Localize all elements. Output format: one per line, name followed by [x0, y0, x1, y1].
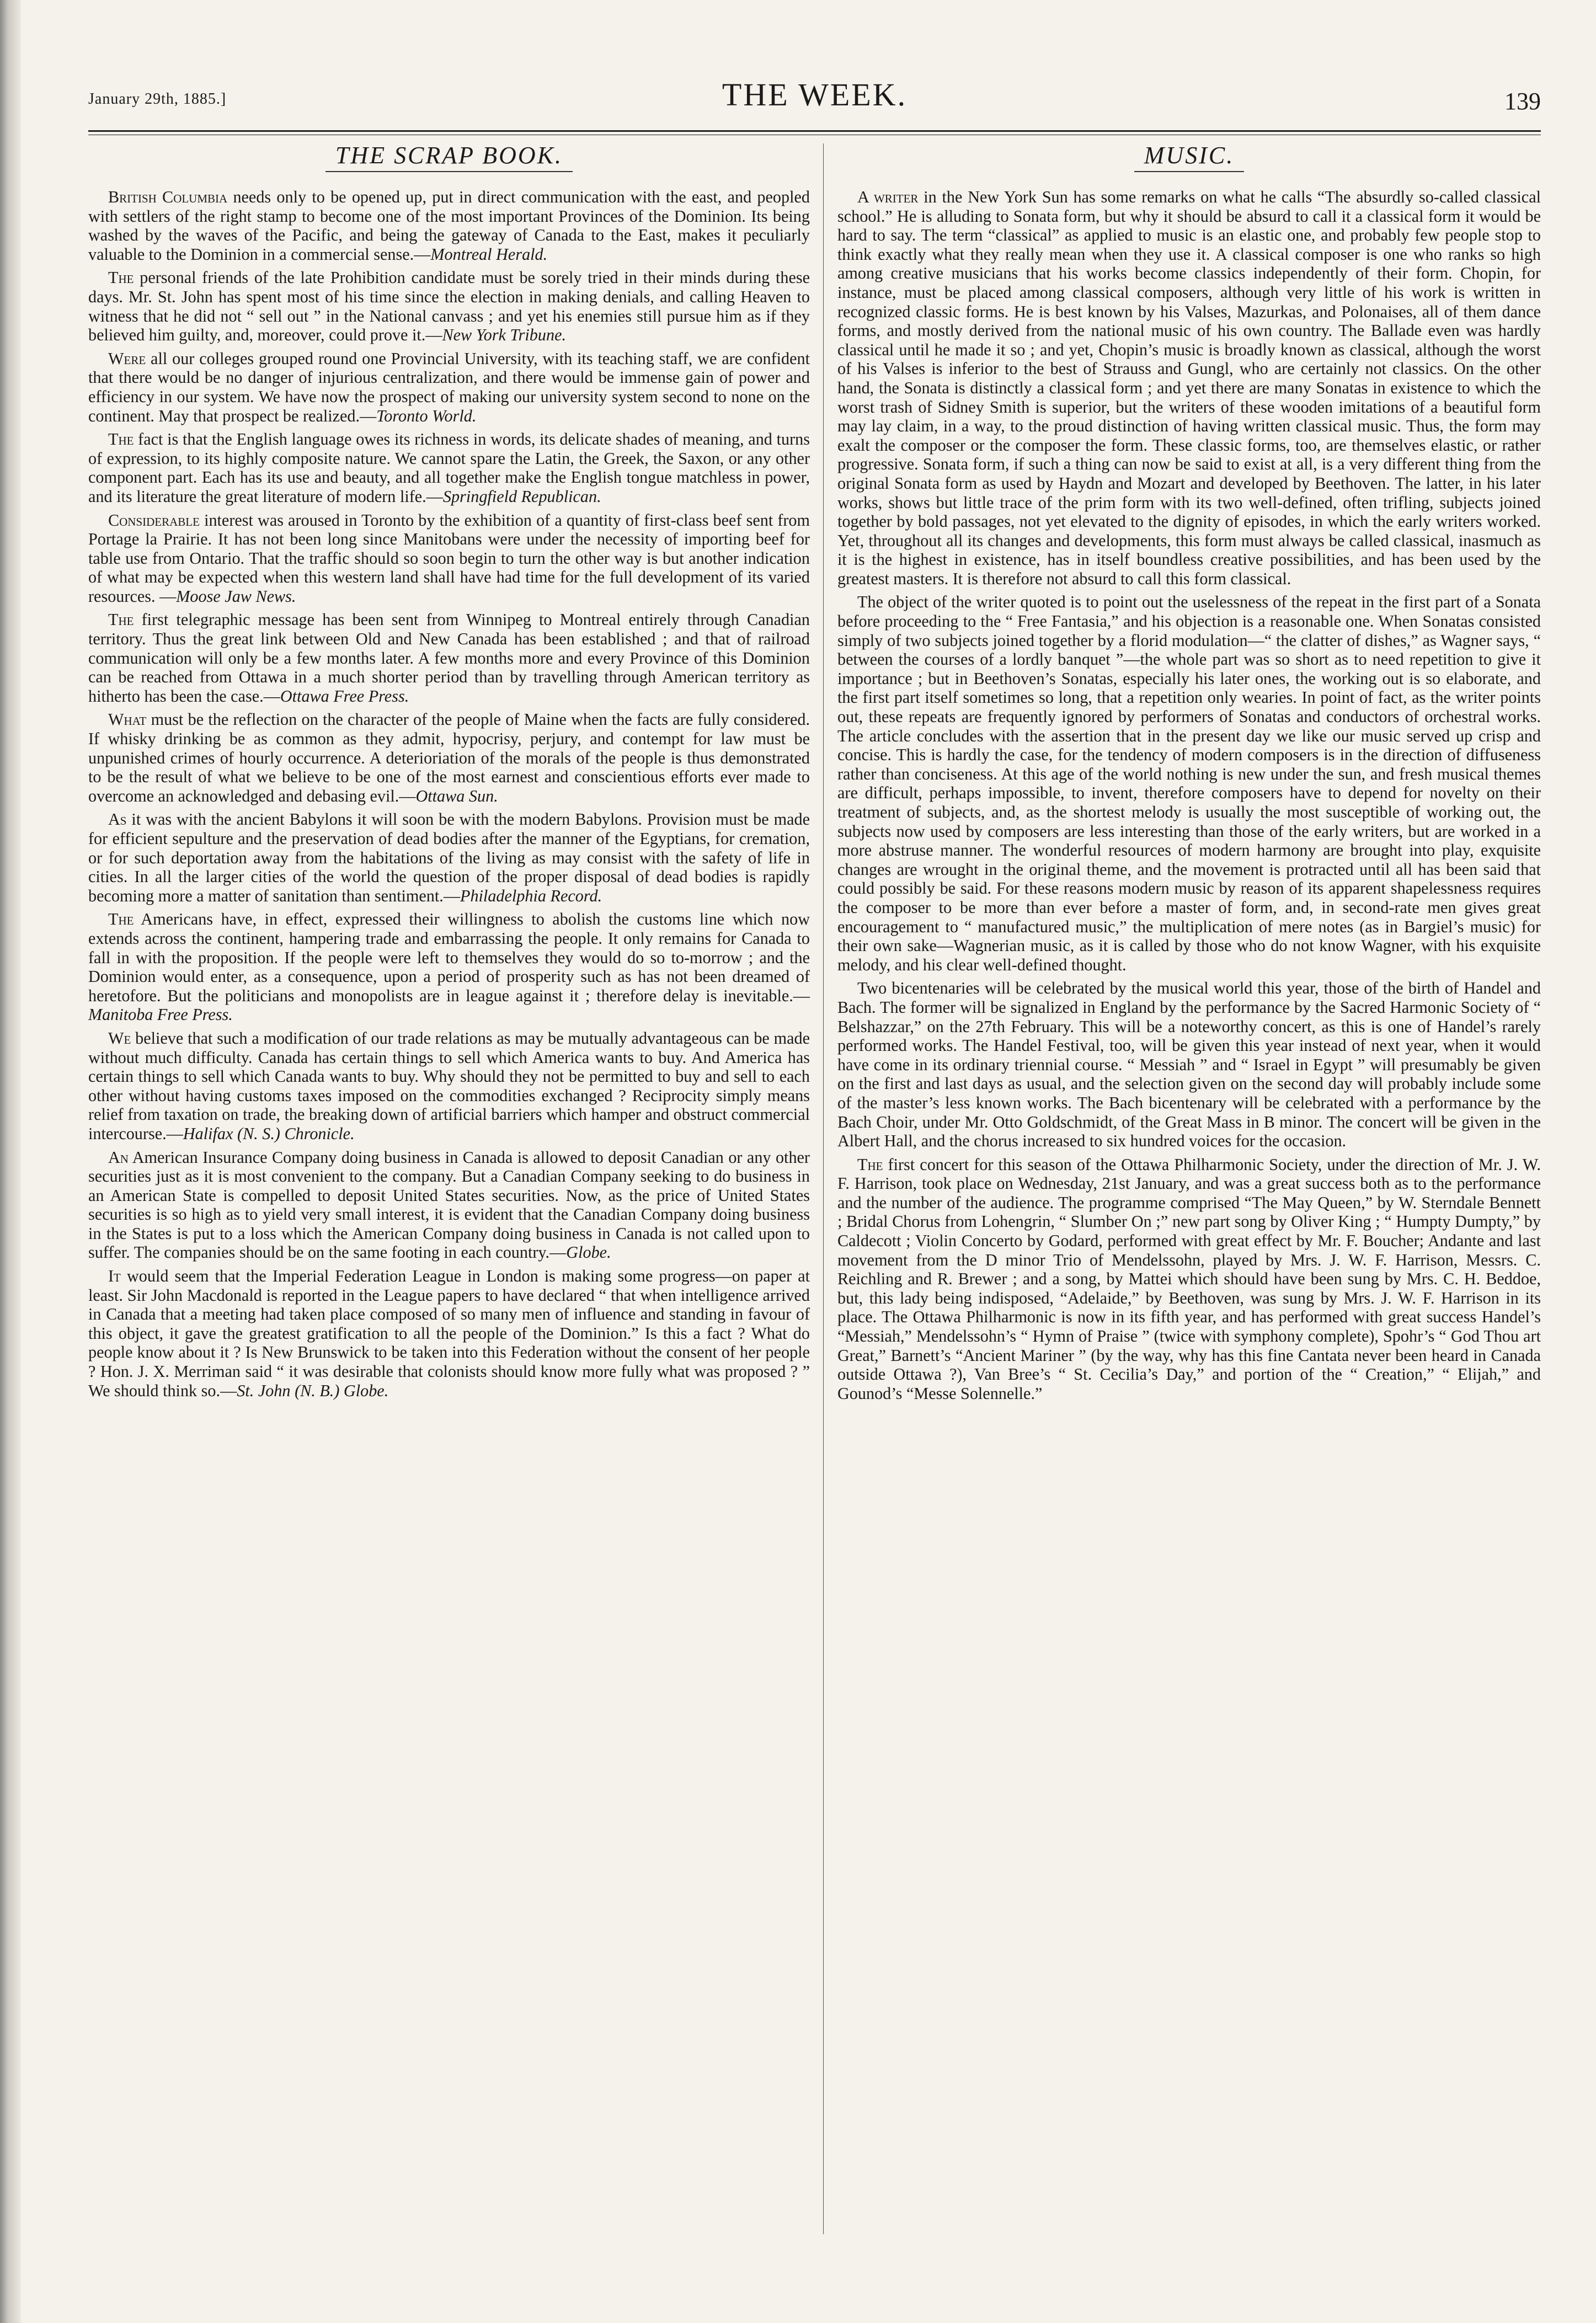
article-paragraph — [88, 511, 810, 606]
paragraph-lead-words: It — [108, 1267, 121, 1286]
article-paragraph — [88, 810, 810, 905]
issue-date: January 29th, 1885.] — [88, 90, 227, 108]
paragraph-lead-words: British Columbia — [108, 188, 228, 206]
article-paragraph — [837, 979, 1541, 1150]
article-paragraph — [837, 1155, 1541, 1403]
article-paragraph — [837, 188, 1541, 588]
page-number: 139 — [1504, 88, 1541, 115]
article-paragraph — [88, 188, 810, 264]
paragraph-body: first concert for this season of the Ottawa Philharmonic Society, under the direction of Mr. J. W. F. Harrison, took place on Wednesday, 21st January, and was a great success both as to the performance and the number of the audience. The programme comprised “The May Queen,” by W. Sterndale Bennett ; Bridal Chorus from Lohengrin, “ Slumber On ;” new part song by Oliver King ; “ Humpty Dumpty,” by Caldecott ; Violin Concerto by Godard, performed with great effect by Mr. F. Boucher; Andante and last movement from the D minor Trio of Mendelssohn, played by Mrs. J. W. F. Harrison, Messrs. C. Reichling and R. Brewer ; and a song, by Mattei which should have been sung by Mrs. C. H. Beddoe, but, this lady being indisposed, “Adelaide,” by Beethoven, was sung by Mrs. J. W. F. Harrison in its place. The Ottawa Philharmonic is now in its fifth year, and has performed with great success Handel’s “Messiah,” Mendelssohn’s “ Hymn of Praise ” (twice with symphony complete), Spohr’s “ God Thou art Great,” Barnett’s “Ancient Mariner ” (by the way, why has this fine Cantata never been heard in Canada outside Ottawa ?), Van Bree’s “ St. Cecilia’s Day,” and portion of the “ Creation,” “ Elijah,” and Gounod’s “Messe Solennelle.” — [837, 1155, 1541, 1403]
paragraph-lead-words: The — [857, 1155, 883, 1174]
column-scrap-book — [88, 138, 810, 1405]
article-paragraph — [88, 430, 810, 506]
paragraph-source: Halifax (N. S.) Chronicle. — [183, 1124, 355, 1143]
paragraph-body: American Insurance Company doing business in Canada is allowed to deposit Canadian or any other securities just as it is most convenient to the company. But a Canadian Company seeking to do business in an American State is compelled to deposit United States securities. Now, as the price of United States securities is so high as to yield very small interest, it is evident that the Canadian Company doing business in the States is put to a loss which the American Company doing business in Canada is not called upon to suffer. The companies should be on the same footing in each country.— — [88, 1147, 810, 1262]
paragraph-body: fact is that the English language owes its richness in words, its delicate shades of meaning, and turns of expression, to its highly composite nature. We cannot spare the Latin, the Greek, the Saxon, or any other component part. Each has its use and beauty, and all together make the English tongue matchless in power, and its literature the great literature of modern life.— — [88, 430, 810, 506]
paragraph-body: Two bicentenaries will be celebrated by the musical world this year, those of the birth of Handel and Bach. The former will be signalized in England by the performance by the Sacred Harmonic Society of “ Belshazzar,” on the 27th February. This will be a noteworthy concert, as this is one of Handel’s rarely performed works. The Handel Festival, too, will be given this year instead of next year, when it would have come in its ordinary triennial course. “ Messiah ” and “ Israel in Egypt ” will presumably be given on the first and last days as usual, and the selection given on the second day will probably include some of the master’s less known works. The Bach bicentenary will be celebrated with a performance by the Bach Choir, under Mr. Otto Goldschmidt, of the Great Mass in B minor. The concert will be given in the Albert Hall, and the chorus increased to six hundred voices for the occasion. — [837, 979, 1541, 1151]
music-items — [837, 188, 1541, 1403]
header-rule-thick — [88, 130, 1541, 132]
book-spine-shadow — [0, 0, 21, 2323]
article-paragraph — [88, 910, 810, 1024]
paragraph-source: Moose Jaw News. — [176, 586, 296, 606]
paragraph-source: Manitoba Free Press. — [88, 1005, 233, 1024]
paragraph-lead-words: What — [108, 710, 147, 729]
section-title-music — [837, 141, 1541, 172]
paragraph-source: Springfield Republican. — [442, 487, 601, 506]
paragraph-body: would seem that the Imperial Federation League in London is making some progress—on paper at least. Sir John Macdonald is reported in the League papers to have declared “ that when intelligence arrived in Canada that a meeting had taken place composed of so many men of influence and standing in favour of this object, it gave the greatest gratification to all the people of the Dominion.” Is this a fact ? What do people know about it ? Is New Brunswick to be taken into this Federation without the consent of her people ? Hon. J. X. Merriman said “ it was desirable that colonists should know more fully what was proposed ? ” We should think so.— — [88, 1267, 810, 1400]
article-paragraph — [88, 1267, 810, 1400]
paragraph-lead-words: Were — [108, 349, 146, 368]
section-title-text: MUSIC. — [1134, 141, 1244, 172]
paragraph-body: must be the reflection on the character of the people of Maine when the facts are fully considered. If whisky drinking be as common as they admit, hypocrisy, perjury, and contempt for law must be unpunished crimes of hourly occurrence. A deterioriation of the morals of the people is thus demonstrated to be the result of what we believe to be one of the most earnest and conscientious efforts ever made to overcome an acknowledged and debasing evil.— — [88, 710, 810, 805]
article-paragraph — [88, 610, 810, 706]
paragraph-source: St. John (N. B.) Globe. — [237, 1381, 389, 1400]
paragraph-lead-words: A writer — [857, 188, 919, 206]
paragraph-body: The object of the writer quoted is to point out the uselessness of the repeat in the first part of a Sonata before proceeding to the “ Free Fantasia,” and his objection is a reasonable one. When Sonatas consisted simply of two subjects joined together by a florid modulation—“ the clatter of dishes,” as Wagner says, “ between the courses of a lordly banquet ”—the whole part was so short as to need repetition to give it importance ; but in Beethoven’s Sonatas, especially his later ones, the working out is so elaborate, and the first part itself sometimes so long, that a repetition only wearies. In point of fact, as the writer points out, these repeats are frequently ignored by performers of Sonatas and conductors of orchestral works. The article concludes with the assertion that in the present day we like our music served up crisp and concise. This is hardly the case, for the tendency of modern composers is in the direction of diffuseness rather than conciseness. At this age of the world nothing is new under the sun, and fresh musical themes are difficult, perhaps impossible, to invent, therefore composers have to depend for novelty on their treatment of subjects, and, as the shortest melody is usually the most susceptible of working out, the subjects now used by composers are less interesting than those of the early writers, but are worked in a more abstruse manner. The wonderful resources of modern harmony are brought into play, exquisite changes are wrought in the original theme, and the movement is protracted until all has been said that could possibly be said. For these reasons modern music by reason of its apparent shapelessness requires the composer to be more than ever before a master of form, and, in second-rate men gives great encouragement to “ manufactured music,” the multiplication of mere notes (as in Bargiel’s music) for their own sake—Wagnerian music, as it is called by those who do not know Wagner, with his exquisite melody, and his clear well-defined thought. — [837, 592, 1541, 974]
paragraph-lead-words: The — [108, 268, 134, 287]
paragraph-body: all our colleges grouped round one Provincial University, with its teaching staff, we are confident that there would be no danger of injurious centralization, and there would be immense gain of power and efficiency in our system. We have now the prospect of making our university system second to none on the continent. May that prospect be realized.— — [88, 349, 810, 425]
paragraph-body: Americans have, in effect, expressed their willingness to abolish the customs line which now extends across the continent, hampering trade and embarrassing the people. It only remains for Canada to fall in with the proposition. If the people were left to themselves they would do so to-morrow ; and the Dominion would enter, as a consequence, upon a period of prosperity such as has not been dreamed of heretofore. But the politicians and monopolists are in league against it ; therefore delay is inevitable.— — [88, 910, 810, 1005]
paragraph-body: it was with the ancient Babylons it will soon be with the modern Babylons. Provision must be made for efficient sepulture and the preservation of dead bodies after the manner of the Egyptians, for cremation, or for such deportation away from the habitations of the living as may consist with the safety of life in cities. In all the larger cities of the world the question of the proper disposal of dead bodies is rapidly becoming more a matter of sanitation than sentiment.— — [88, 810, 810, 905]
paragraph-source: Philadelphia Record. — [460, 886, 602, 905]
paragraph-body: needs only to be opened up, put in direct communication with the east, and peopled with settlers of the right stamp to become one of the most important Provinces of the Dominion. Its being washed by the waves of the Pacific, and being the gateway of Canada to the East, makes it peculiarly valuable to the Dominion in a commercial sense.— — [88, 188, 810, 264]
paragraph-source: Toronto World. — [376, 406, 477, 425]
paragraph-source: Globe. — [566, 1243, 611, 1262]
section-title-scrap-book — [88, 141, 810, 172]
paragraph-body: interest was aroused in Toronto by the exhibition of a quantity of first-class beef sent from Portage la Prairie. It has not been long since Manitobans were under the necessity of importing beef for table use from Ontario. That the traffic should so soon begin to turn the other way is but another indication of what may be expected when this western land shall have had time for the full development of its varied resources. — — [88, 510, 810, 606]
paragraph-source: Montreal Herald. — [430, 244, 548, 264]
article-paragraph — [88, 1148, 810, 1263]
paragraph-source: Ottawa Sun. — [415, 786, 498, 805]
article-paragraph — [88, 710, 810, 805]
masthead-title: THE WEEK. — [722, 77, 908, 113]
paragraph-lead-words: An — [108, 1147, 129, 1167]
article-paragraph — [837, 592, 1541, 974]
column-music — [837, 138, 1541, 1407]
paragraph-lead-words: The — [108, 430, 134, 449]
scrap-book-items — [88, 188, 810, 1400]
paragraph-lead-words: The — [108, 610, 134, 629]
paragraph-lead-words: The — [108, 910, 134, 929]
article-paragraph — [88, 349, 810, 425]
paragraph-body: first telegraphic message has been sent from Winnipeg to Montreal entirely through Canadian territory. Thus the great link between Old and New Canada has been established ; and that of railroad communication will only be a few months later. A few months more and every Province of this Dominion can be reached from Ottawa in a much shorter period than by travelling through American territory as hitherto has been the case.— — [88, 610, 810, 706]
paragraph-body: personal friends of the late Prohibition candidate must be sorely tried in their minds during these days. Mr. St. John has spent most of his time since the election in making denials, and calling Heaven to witness that he did not “ sell out ” in the National canvass ; and yet his enemies still pursue him as if they believed him guilty, and, moreover, could prove it.— — [88, 268, 810, 345]
paragraph-source: New York Tribune. — [442, 325, 567, 345]
paragraph-source: Ottawa Free Press. — [280, 686, 409, 706]
paragraph-lead-words: We — [108, 1028, 131, 1048]
paragraph-lead-words: As — [108, 810, 127, 829]
page-header — [88, 72, 1541, 132]
article-paragraph — [88, 268, 810, 344]
column-divider — [823, 143, 824, 2234]
article-paragraph — [88, 1029, 810, 1144]
section-title-text: THE SCRAP BOOK. — [325, 141, 573, 172]
paragraph-body: in the New York Sun has some remarks on what he calls “The absurdly so-called classical school.” He is alluding to Sonata form, but why it should be absurd to call it a classical form it would be hard to say. The term “classical” as applied to music is an elastic one, and probably few people stop to think exactly what they really mean when they use it. A classical composer is one who ranks so high among creative musicians that his works become classics independently of their form. Chopin, for instance, must be placed among classical composers, although very little of his work is written in recognized classic forms. He is best known by his Valses, Mazurkas, and Polonaises, all of them dance forms, and mostly derived from the national music of his own country. The Ballade even was hardly classical until he made it so ; and yet, Chopin’s music is broadly known as classical, although the worst of his Valses is inferior to the best of Strauss and Gungl, who are certainly not classics. On the other hand, the Sonata is distinctly a classical form ; and yet there are many Sonatas in existence to which the worst trash of Sidney Smith is superior, but the writers of these wooden imitations of a beautiful form may lay claim, in a way, to the proud distinction of having written classical music. Thus, the form may exalt the composer or the composer the form. These classic forms, too, are themselves elastic, or rather progressive. Sonata form, if such a thing can now be said to exist at all, is a very different thing from the original Sonata form as used by Haydn and Mozart and developed by Beethoven. The latter, in his later works, shows but little trace of the prim form with its two well-defined, often trifling, subjects joined together by bold passages, not yet elevated to the dignity of episodes, in which the early writers worked. Yet, throughout all its changes and developments, this form must always be called classical, inasmuch as it is the highest in existence, has in itself boundless creative possibilities, and has been used by the greatest masters. It is therefore not absurd to call this form classical. — [837, 188, 1541, 588]
paragraph-lead-words: Considerable — [108, 510, 200, 530]
paragraph-body: believe that such a modification of our trade relations as may be mutually advantageous can be made without much difficulty. Canada has certain things to sell which America wants to buy. And America has certain things to sell which Canada wants to buy. Why should they not be permitted to buy and sell to each other without having customs taxes imposed on the commodities exchanged ? Reciprocity simply means relief from taxation on trade, the breaking down of artificial barriers which hamper and obstruct commercial intercourse.— — [88, 1028, 810, 1143]
